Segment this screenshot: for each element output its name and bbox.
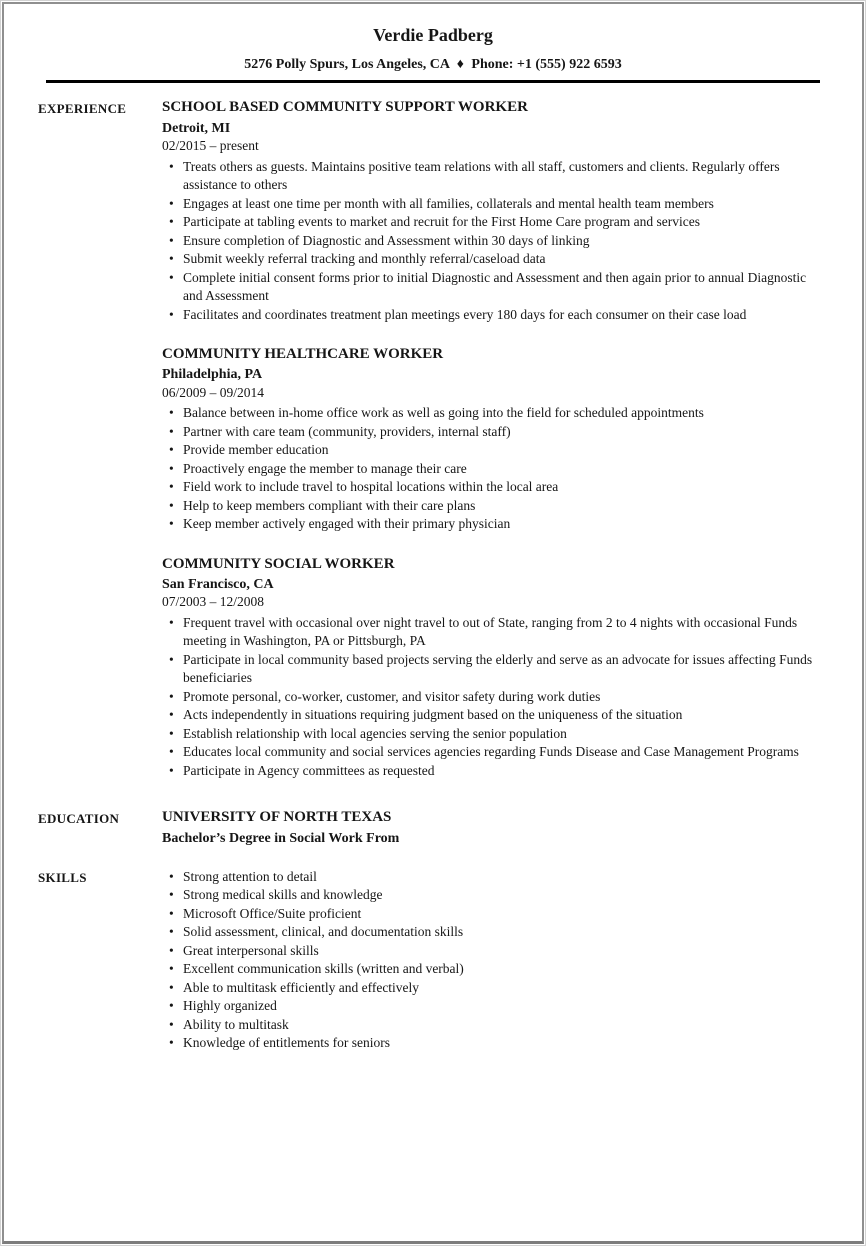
job-bullet-item: • Balance between in-home office work as well as going into the field for scheduled appointments [162,404,814,423]
skills-section-label: SKILLS [38,869,87,885]
phone-text: Phone: +1 (555) 922 6593 [471,56,622,72]
job-bullet-item: • Participate in local community based projects serving the elderly and serve as an advocate for issues affecting Funds beneficiaries [162,651,814,688]
job-bullet-item: • Promote personal, co-worker, customer, and visitor safety during work duties [162,688,814,707]
skill-bullet-item: • Highly organized [162,997,814,1016]
skill-bullet-item: • Solid assessment, clinical, and documentation skills [162,923,814,942]
skill-bullet-item: • Able to multitask efficiently and effectively [162,979,814,998]
job-bullet-item: • Field work to include travel to hospital locations within the local area [162,478,814,497]
job-bullet-item: • Facilitates and coordinates treatment plan meetings every 180 days for each consumer on their case load [162,306,814,325]
job-entry-1 [162,99,814,324]
education-section-label: EDUCATION [38,811,120,827]
job-bullet-item: • Proactively engage the member to manage their care [162,460,814,479]
job-bullet-item: • Engages at least one time per month with all families, collaterals and mental health team members [162,195,814,214]
job-bullet-item: • Partner with care team (community, providers, internal staff) [162,423,814,442]
job-bullet-item: • Help to keep members compliant with their care plans [162,497,814,516]
skill-bullet-item: • Excellent communication skills (written and verbal) [162,960,814,979]
education-content [162,809,814,846]
job-location: San Francisco, CA [162,576,274,592]
diamond-separator-icon: ♦ [456,56,464,72]
job-bullet-item: • Educates local community and social services agencies regarding Funds Disease and Case Management Programs [162,743,814,762]
job-bullet-item: • Frequent travel with occasional over night travel to out of State, ranging from 2 to 4 nights with occasional Funds meeting in Washington, PA or Pittsburgh, PA [162,614,814,651]
job-entry-3 [162,556,814,781]
job-bullet-item: • Establish relationship with local agencies serving the senior population [162,725,814,744]
skills-content [162,868,814,1053]
skills-section [38,868,818,1053]
job-location: Detroit, MI [162,120,231,136]
skill-bullet-item: • Knowledge of entitlements for seniors [162,1034,814,1053]
job-bullet-item: • Complete initial consent forms prior to initial Diagnostic and Assessment and then again prior to annual Diagnostic and Assessment [162,269,814,306]
job-bullet-item: • Ensure completion of Diagnostic and Assessment within 30 days of linking [162,232,814,251]
skill-bullet-item: • Strong medical skills and knowledge [162,886,814,905]
contact-line [0,57,866,74]
job-entry-2 [162,346,814,534]
job-bullet-item: • Keep member actively engaged with their primary physician [162,515,814,534]
job-title: SCHOOL BASED COMMUNITY SUPPORT WORKER [162,99,528,116]
skill-bullet-item: • Ability to multitask [162,1016,814,1035]
resume-body [0,83,866,1052]
job-title: COMMUNITY SOCIAL WORKER [162,555,395,572]
education-section [38,809,818,846]
job-dates: 06/2009 – 09/2014 [162,384,265,400]
job-bullet-item: • Participate in Agency committees as requested [162,762,814,781]
job-bullet-item: • Provide member education [162,441,814,460]
skill-bullet-item: • Microsoft Office/Suite proficient [162,905,814,924]
job-bullet-list [162,158,814,325]
skill-bullet-item: • Strong attention to detail [162,868,814,887]
degree-name: Bachelor’s Degree in Social Work From [162,830,400,846]
job-bullet-item: • Acts independently in situations requiring judgment based on the uniqueness of the situation [162,706,814,725]
job-title: COMMUNITY HEALTHCARE WORKER [162,346,444,363]
experience-section-label: EXPERIENCE [38,101,127,117]
candidate-name: Verdie Padberg [373,25,493,45]
job-bullet-list [162,614,814,781]
address-text: 5276 Polly Spurs, Los Angeles, CA [244,56,450,72]
job-bullet-item: • Treats others as guests. Maintains positive team relations with all staff, customers and clients. Regularly offers assistance to others [162,158,814,195]
experience-section [38,99,818,780]
job-bullet-item: • Participate at tabling events to market and recruit for the First Home Care program and services [162,213,814,232]
experience-content [162,99,814,780]
skills-bullet-list [162,868,814,1053]
job-bullet-item: • Submit weekly referral tracking and monthly referral/caseload data [162,250,814,269]
job-dates: 07/2003 – 12/2008 [162,594,265,610]
job-bullet-list [162,404,814,534]
school-name: UNIVERSITY OF NORTH TEXAS [162,809,392,826]
job-location: Philadelphia, PA [162,367,263,383]
job-dates: 02/2015 – present [162,138,259,154]
resume-header [0,0,866,83]
skill-bullet-item: • Great interpersonal skills [162,942,814,961]
